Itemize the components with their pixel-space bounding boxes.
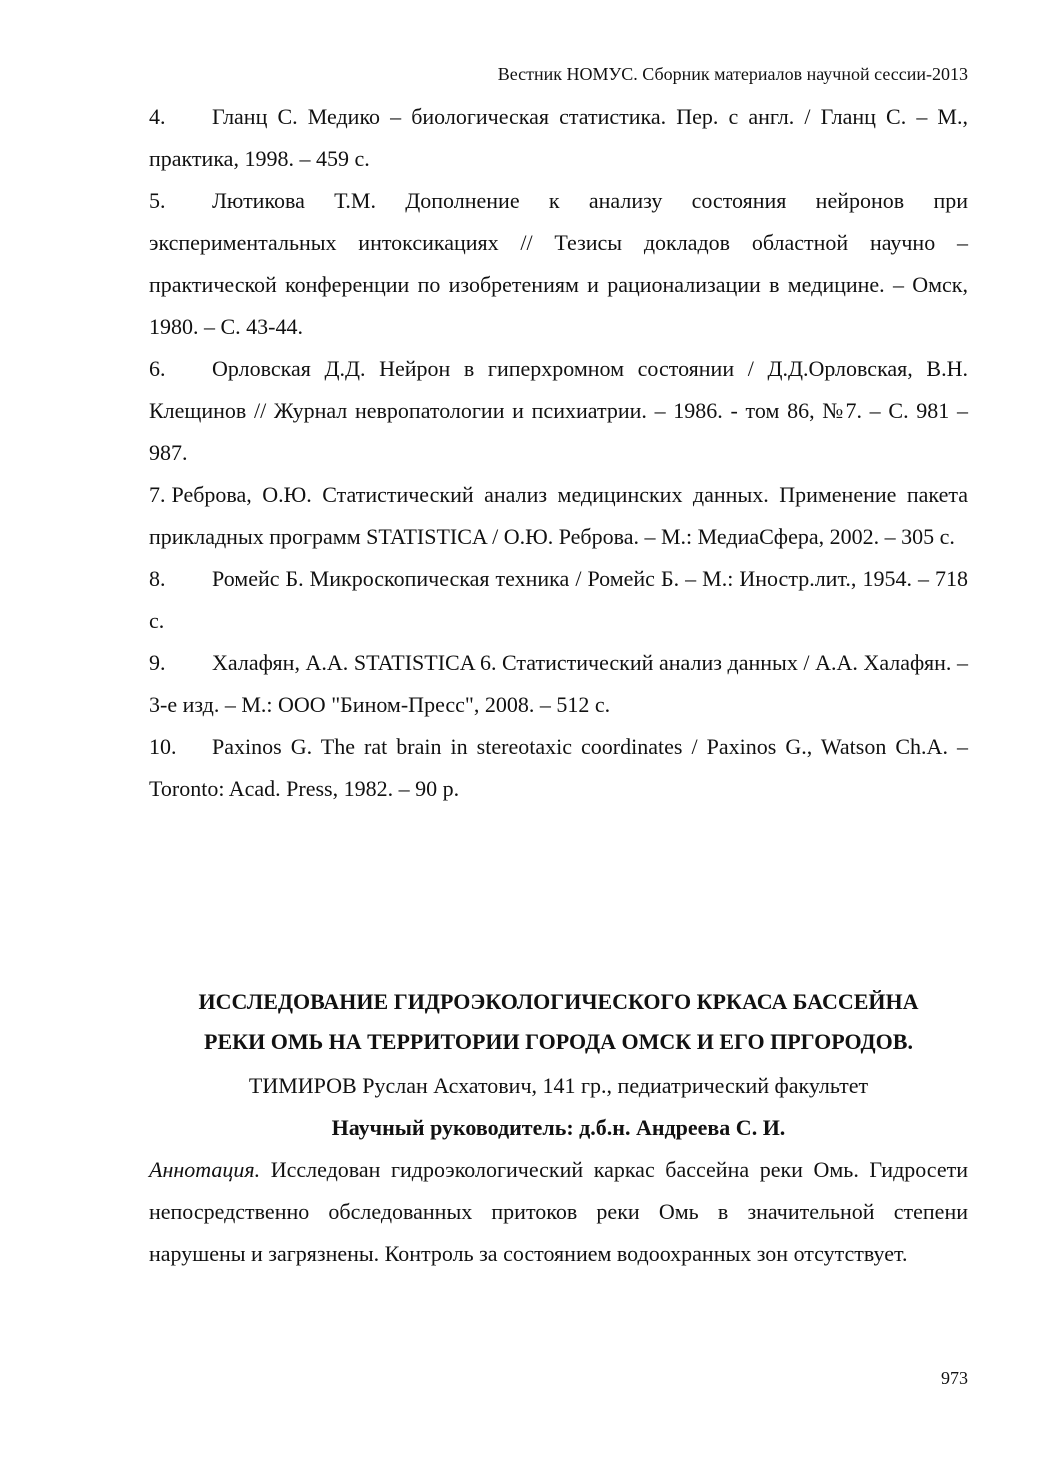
reference-item xyxy=(149,474,968,558)
reference-text: Гланц С. Медико – биологическая статистика. Пер. с англ. / Гланц С. – М., практика, 1998. – 459 с. xyxy=(149,104,968,171)
reference-item xyxy=(149,96,968,180)
reference-number: 6. xyxy=(149,356,166,381)
author-line: ТИМИРОВ Руслан Асхатович, 141 гр., педиатрический факультет xyxy=(248,1073,869,1098)
article-title-line: ИССЛЕДОВАНИЕ ГИДРОЭКОЛОГИЧЕСКОГО КРКАСА БАССЕЙНА xyxy=(198,989,919,1014)
article-title xyxy=(149,982,968,1062)
reference-number: 5. xyxy=(149,188,166,213)
article-title-line: РЕКИ ОМЬ НА ТЕРРИТОРИИ ГОРОДА ОМСК И ЕГО ПРГОРОДОВ. xyxy=(204,1029,913,1054)
reference-text: Халафян, А.А. STATISTICA 6. Статистический анализ данных / А.А. Халафян. – 3-е изд. – М.: ООО "Бином-Пресс", 2008. – 512 с. xyxy=(149,650,968,717)
reference-list xyxy=(149,96,968,810)
supervisor-line: Научный руководитель: д.б.н. Андреева С. И. xyxy=(331,1115,786,1140)
reference-number: 10. xyxy=(149,734,177,759)
reference-item xyxy=(149,726,968,810)
reference-number: 7. xyxy=(149,482,166,507)
reference-text: Paxinos G. The rat brain in stereotaxic coordinates / Paxinos G., Watson Ch.A. – Toronto: Acad. Press, 1982. – 90 p. xyxy=(149,734,968,801)
reference-item xyxy=(149,180,968,348)
reference-item xyxy=(149,348,968,474)
page-number: 973 xyxy=(941,1368,968,1388)
reference-number: 8. xyxy=(149,566,166,591)
annotation-label: Аннотация. xyxy=(149,1157,261,1182)
annotation-paragraph xyxy=(149,1149,968,1275)
reference-item xyxy=(149,642,968,726)
annotation-text: Исследован гидроэкологический каркас бассейна реки Омь. Гидросети непосредственно обследованных притоков реки Омь в значительной степени нарушены и загрязнены. Контроль за состоянием водоохранных зон отсутствует. xyxy=(149,1157,968,1266)
running-header: Вестник НОМУС. Сборник материалов научной сессии-2013 xyxy=(497,64,968,84)
reference-text: Лютикова Т.М. Дополнение к анализу состояния нейронов при экспериментальных интоксикациях // Тезисы докладов областной научно – практической конференции по изобретениям и рационализации в медицине. – Омск, 1980. – С. 43-44. xyxy=(149,188,968,339)
article-section xyxy=(149,982,968,1275)
reference-text: Реброва, О.Ю. Статистический анализ медицинских данных. Применение пакета прикладных программ STATISTICA / О.Ю. Реброва. – М.: МедиаСфера, 2002. – 305 с. xyxy=(149,482,968,549)
reference-number: 4. xyxy=(149,104,166,129)
reference-number: 9. xyxy=(149,650,166,675)
reference-text: Орловская Д.Д. Нейрон в гиперхромном состоянии / Д.Д.Орловская, В.Н. Клещинов // Журнал невропатологии и психиатрии. – 1986. - том 86, №7. – С. 981 – 987. xyxy=(149,356,968,465)
reference-item xyxy=(149,558,968,642)
reference-text: Ромейс Б. Микроскопическая техника / Ромейс Б. – М.: Иностр.лит., 1954. – 718 с. xyxy=(149,566,968,633)
